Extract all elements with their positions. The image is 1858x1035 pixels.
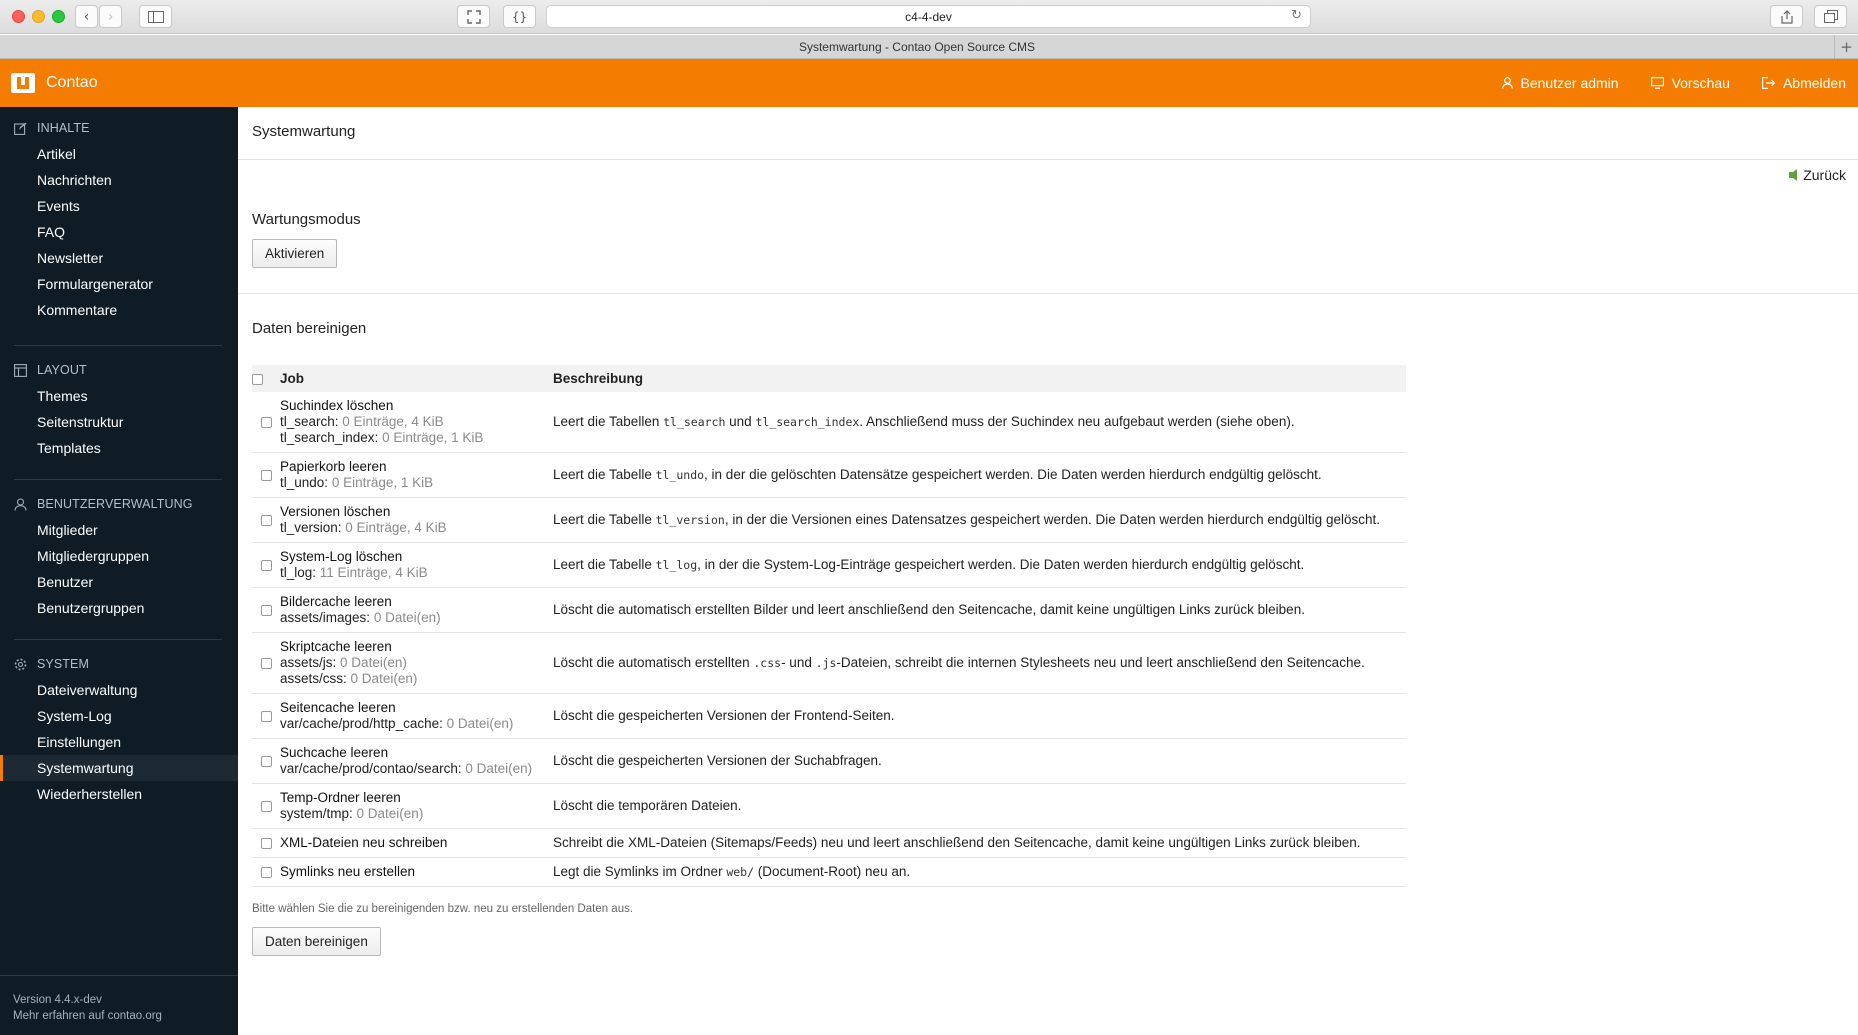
header-nav	[1502, 59, 1846, 107]
job-title[interactable]: Bildercache leeren	[280, 594, 392, 609]
job-checkbox[interactable]	[261, 867, 272, 878]
sidebar-item-dateiverwaltung[interactable]	[0, 677, 238, 703]
purge-jobs-table	[252, 365, 1406, 887]
sidebar-toggle-button[interactable]	[139, 5, 172, 28]
sidebar-item-newsletter[interactable]	[0, 245, 238, 271]
activate-maintenance-button[interactable]: Aktivieren	[252, 239, 337, 268]
code-snippet: tl_undo	[655, 468, 705, 482]
checkbox-cell	[252, 588, 280, 633]
main-content	[238, 107, 1858, 1035]
job-cell	[280, 588, 553, 633]
job-detail-value: 0 Datei(en)	[373, 610, 441, 625]
job-checkbox[interactable]	[261, 756, 272, 767]
job-title[interactable]: Skriptcache leeren	[280, 639, 392, 654]
job-description	[553, 392, 1406, 453]
description-text: Schreibt die XML-Dateien (Sitemaps/Feeds) neu und leert anschließend den Seitencache, damit keine ungültigen Links zurück bleiben.	[553, 835, 1361, 850]
job-checkbox[interactable]	[261, 801, 272, 812]
job-title[interactable]: Temp-Ordner leeren	[280, 790, 401, 805]
nav-group-label: LAYOUT	[37, 363, 87, 377]
logout-link[interactable]	[1762, 75, 1846, 91]
sidebar-divider	[14, 479, 222, 480]
table-row	[252, 588, 1406, 633]
checkbox-cell	[252, 633, 280, 694]
description-text: und	[725, 414, 756, 429]
app-header	[0, 59, 1858, 107]
code-snippet: tl_search	[663, 415, 726, 429]
sidebar-item-faq[interactable]	[0, 219, 238, 245]
version-text: Version 4.4.x-dev	[13, 994, 102, 1006]
checkbox-cell	[252, 829, 280, 858]
sidebar	[0, 107, 238, 1035]
job-detail-value: 0 Einträge, 1 KiB	[331, 475, 434, 490]
nav-group-system	[0, 651, 238, 807]
description-text: Leert die Tabellen	[553, 414, 664, 429]
job-detail	[280, 610, 553, 626]
logout-label: Abmelden	[1782, 75, 1846, 91]
job-detail-label: tl_undo:	[280, 475, 329, 490]
devtools-button[interactable]	[503, 5, 536, 28]
job-detail-label: system/tmp:	[280, 806, 353, 821]
job-description	[553, 784, 1406, 829]
sidebar-item-events[interactable]	[0, 193, 238, 219]
nav-group-layout	[0, 357, 238, 461]
checkbox-cell	[252, 784, 280, 829]
job-cell	[280, 784, 553, 829]
job-checkbox[interactable]	[261, 605, 272, 616]
page-title: Systemwartung	[252, 123, 356, 140]
contao-org-link[interactable]: Mehr erfahren auf contao.org	[13, 1010, 162, 1022]
job-title[interactable]: Suchindex löschen	[280, 398, 394, 413]
job-cell	[280, 739, 553, 784]
job-checkbox[interactable]	[261, 470, 272, 481]
back-nav-button[interactable]	[75, 5, 98, 28]
expand-icon	[467, 10, 481, 24]
user-icon	[14, 498, 27, 511]
sidebar-divider	[14, 345, 222, 346]
description-text: . Anschließend muss der Suchindex neu aufgebaut werden (siehe oben).	[859, 414, 1295, 429]
tab-title: Systemwartung - Contao Open Source CMS	[798, 39, 1036, 54]
job-description	[553, 543, 1406, 588]
job-title[interactable]: Symlinks neu erstellen	[280, 864, 416, 879]
forward-nav-button[interactable]	[99, 5, 122, 28]
sidebar-item-wiederherstellen[interactable]	[0, 781, 238, 807]
job-description	[553, 829, 1406, 858]
job-description	[553, 858, 1406, 887]
job-title[interactable]: Papierkorb leeren	[280, 459, 387, 474]
new-tab-button[interactable]	[1834, 35, 1858, 58]
code-snippet: web/	[726, 865, 755, 879]
job-detail-value: 0 Einträge, 1 KiB	[382, 430, 484, 445]
sidebar-item-label: Seitenstruktur	[37, 414, 124, 430]
table-row	[252, 392, 1406, 453]
select-all-checkbox[interactable]	[252, 374, 263, 385]
checkbox-cell	[252, 392, 280, 453]
description-text: Löscht die temporären Dateien.	[553, 798, 742, 813]
job-detail-label: tl_search:	[280, 414, 339, 429]
share-icon	[1781, 10, 1793, 24]
sidebar-divider	[14, 639, 222, 640]
chevron-right-icon: ›	[107, 8, 114, 25]
sidebar-item-label: Artikel	[37, 146, 76, 162]
job-title[interactable]: System-Log löschen	[280, 549, 403, 564]
tab-bar	[0, 35, 1858, 59]
table-row	[252, 784, 1406, 829]
code-snippet: .js	[815, 656, 837, 670]
sidebar-item-themes[interactable]	[0, 383, 238, 409]
divider	[238, 159, 1858, 160]
back-label: Zurück	[1803, 167, 1846, 183]
job-detail-label: assets/css:	[280, 671, 347, 686]
sidebar-item-seitenstruktur[interactable]	[0, 409, 238, 435]
job-description	[553, 633, 1406, 694]
job-detail	[280, 520, 553, 536]
job-title[interactable]: Seitencache leeren	[280, 700, 396, 715]
window-zoom-button[interactable]	[52, 10, 65, 23]
table-row	[252, 453, 1406, 498]
table-row	[252, 633, 1406, 694]
nav-group-inhalte	[0, 115, 238, 323]
table-header-row	[252, 365, 1406, 392]
user-menu-label: Benutzer admin	[1520, 75, 1619, 91]
job-cell	[280, 453, 553, 498]
job-description	[553, 588, 1406, 633]
code-snippet: tl_search_index	[755, 415, 860, 429]
nav-group-header[interactable]	[0, 491, 238, 517]
plus-icon: +	[1840, 37, 1853, 56]
monitor-icon	[1651, 77, 1664, 89]
job-detail	[280, 430, 553, 446]
edit-icon	[14, 122, 27, 135]
contao-logo[interactable]	[10, 71, 98, 95]
sidebar-item-label: Mitglieder	[37, 522, 98, 538]
address-bar[interactable]	[546, 5, 1311, 28]
description-text: Löscht die automatisch erstellten	[553, 655, 754, 670]
sidebar-icon	[148, 11, 164, 23]
nav-group-benutzerverwaltung	[0, 491, 238, 621]
preview-link[interactable]	[1651, 75, 1730, 91]
job-detail	[280, 565, 553, 581]
job-title[interactable]: XML-Dateien neu schreiben	[280, 835, 448, 850]
job-detail-label: assets/images:	[280, 610, 371, 625]
job-description	[553, 694, 1406, 739]
job-detail-label: var/cache/prod/http_cache:	[280, 716, 443, 731]
sidebar-item-label: Dateiverwaltung	[37, 682, 138, 698]
description-text: -Dateien, schreibt die internen Stylesheets neu und leert anschließend den Seitencache.	[836, 655, 1365, 670]
job-detail-value: 0 Einträge, 4 KiB	[345, 520, 447, 535]
description-text: Leert die Tabelle	[553, 512, 656, 527]
job-cell	[280, 858, 553, 887]
table-row	[252, 543, 1406, 588]
braces-icon: {}	[511, 9, 528, 24]
job-detail	[280, 414, 553, 430]
sidebar-item-templates[interactable]	[0, 435, 238, 461]
checkbox-cell	[252, 543, 280, 588]
sidebar-item-label: Wiederherstellen	[37, 786, 143, 802]
sidebar-item-label: Systemwartung	[37, 760, 134, 776]
user-menu-link[interactable]	[1502, 75, 1619, 91]
nav-group-header[interactable]	[0, 651, 238, 677]
sidebar-item-label: Newsletter	[37, 250, 104, 266]
sidebar-item-label: Kommentare	[37, 302, 118, 318]
code-snippet: .css	[753, 656, 782, 670]
description-text: , in der die System-Log-Einträge gespeichert werden. Die Daten werden hierdurch endgültig gelöscht.	[697, 557, 1305, 572]
sidebar-item-label: Benutzer	[37, 574, 94, 590]
checkbox-cell	[252, 694, 280, 739]
description-text: , in der die gelöschten Datensätze gespeichert werden. Die Daten werden hierdurch endgültig gelöscht.	[704, 467, 1322, 482]
sidebar-item-einstellungen[interactable]	[0, 729, 238, 755]
code-snippet: tl_log	[655, 558, 698, 572]
layout-icon	[14, 364, 27, 377]
description-text: Legt die Symlinks im Ordner	[553, 864, 727, 879]
sidebar-item-formulargenerator[interactable]	[0, 271, 238, 297]
browser-toolbar	[0, 0, 1858, 34]
checkbox-cell	[252, 453, 280, 498]
nav-group-label: INHALTE	[37, 121, 90, 135]
maintenance-mode-heading: Wartungsmodus	[252, 211, 361, 228]
sidebar-item-label: Themes	[37, 388, 88, 404]
job-checkbox[interactable]	[261, 515, 272, 526]
sidebar-item-artikel[interactable]	[0, 141, 238, 167]
job-title[interactable]: Suchcache leeren	[280, 745, 389, 760]
browser-tab[interactable]	[0, 35, 1834, 58]
job-cell	[280, 498, 553, 543]
checkbox-cell	[252, 498, 280, 543]
sidebar-item-benutzergruppen[interactable]	[0, 595, 238, 621]
divider	[238, 293, 1858, 294]
table-row	[252, 498, 1406, 543]
description-text: Leert die Tabelle	[553, 467, 656, 482]
nav-group-label: SYSTEM	[37, 657, 89, 671]
job-cell	[280, 829, 553, 858]
description-column-header: Beschreibung	[553, 365, 1406, 392]
job-cell	[280, 633, 553, 694]
code-snippet: tl_version	[655, 513, 725, 527]
checkbox-cell	[252, 739, 280, 784]
share-button[interactable]	[1770, 5, 1803, 28]
job-detail-label: assets/js:	[280, 655, 337, 670]
sidebar-item-label: Mitgliedergruppen	[37, 548, 150, 564]
job-detail-label: tl_search_index:	[280, 430, 379, 445]
sidebar-footer	[0, 975, 238, 1035]
purge-data-heading: Daten bereinigen	[252, 320, 367, 337]
sidebar-item-label: Templates	[37, 440, 101, 456]
table-row	[252, 739, 1406, 784]
job-detail-value: 0 Datei(en)	[350, 671, 418, 686]
job-detail	[280, 671, 553, 687]
sidebar-item-label: Events	[37, 198, 80, 214]
table-row	[252, 858, 1406, 887]
job-detail-value: 0 Datei(en)	[465, 761, 533, 776]
description-text: Löscht die gespeicherten Versionen der Frontend-Seiten.	[553, 708, 895, 723]
preview-label: Vorschau	[1671, 75, 1730, 91]
reload-icon[interactable]: ↻	[1291, 8, 1302, 23]
sidebar-item-label: System-Log	[37, 708, 112, 724]
user-icon	[1502, 77, 1513, 89]
job-checkbox[interactable]	[261, 560, 272, 571]
purge-hint: Bitte wählen Sie die zu bereinigenden bzw. neu zu erstellenden Daten aus.	[252, 903, 634, 915]
sidebar-item-label: Einstellungen	[37, 734, 122, 750]
sidebar-item-label: FAQ	[37, 224, 66, 240]
job-detail-value: 11 Einträge, 4 KiB	[319, 565, 428, 580]
job-checkbox[interactable]	[261, 838, 272, 849]
job-description	[553, 739, 1406, 784]
window-close-button[interactable]	[12, 10, 25, 23]
job-detail	[280, 761, 553, 777]
job-description	[553, 498, 1406, 543]
job-detail-value: 0 Datei(en)	[356, 806, 424, 821]
description-text: Leert die Tabelle	[553, 557, 656, 572]
job-title[interactable]: Versionen löschen	[280, 504, 391, 519]
chevron-left-icon: ‹	[83, 8, 90, 25]
sidebar-item-mitgliedergruppen[interactable]	[0, 543, 238, 569]
nav-group-label: BENUTZERVERWALTUNG	[37, 497, 193, 511]
checkbox-cell	[252, 858, 280, 887]
sidebar-item-label: Benutzergruppen	[37, 600, 145, 616]
brand-name: Contao	[46, 74, 98, 91]
job-detail-value: 0 Datei(en)	[340, 655, 407, 670]
job-checkbox[interactable]	[261, 417, 272, 428]
description-text: Löscht die gespeicherten Versionen der Suchabfragen.	[553, 753, 882, 768]
nav-group-header[interactable]	[0, 115, 238, 141]
job-cell	[280, 392, 553, 453]
table-row	[252, 694, 1406, 739]
job-checkbox[interactable]	[261, 711, 272, 722]
job-detail-label: var/cache/prod/contao/search:	[280, 761, 462, 776]
purge-data-button[interactable]: Daten bereinigen	[252, 927, 381, 956]
tabs-icon	[1824, 10, 1838, 23]
sidebar-item-system-log[interactable]	[0, 703, 238, 729]
url-text: c4-4-dev	[905, 9, 952, 24]
job-detail	[280, 716, 553, 732]
back-link[interactable]	[1789, 167, 1846, 183]
job-column-header: Job	[280, 365, 553, 392]
job-detail	[280, 655, 553, 671]
sidebar-item-label: Nachrichten	[37, 172, 112, 188]
job-cell	[280, 543, 553, 588]
sidebar-item-mitglieder[interactable]	[0, 517, 238, 543]
description-text: Löscht die automatisch erstellten Bilder und leert anschließend den Seitencache, damit keine ungültigen Links zurück bleiben.	[553, 602, 1305, 617]
fullscreen-button[interactable]	[457, 5, 490, 28]
table-row	[252, 829, 1406, 858]
job-detail-value: 0 Einträge, 4 KiB	[342, 414, 444, 429]
job-description	[553, 453, 1406, 498]
description-text: , in der die Versionen eines Datensatzes gespeichert werden. Die Daten werden hierdurch endgültig gelöscht.	[724, 512, 1380, 527]
job-detail	[280, 806, 553, 822]
back-arrow-icon	[1789, 169, 1797, 181]
job-detail-label: tl_version:	[280, 520, 342, 535]
select-all-cell	[252, 365, 280, 392]
gear-icon	[14, 658, 27, 671]
description-text: - und	[781, 655, 816, 670]
sidebar-item-benutzer[interactable]	[0, 569, 238, 595]
job-checkbox[interactable]	[261, 658, 272, 669]
sidebar-item-kommentare[interactable]	[0, 297, 238, 323]
contao-logo-icon	[10, 71, 36, 95]
job-cell	[280, 694, 553, 739]
sidebar-item-nachrichten[interactable]	[0, 167, 238, 193]
nav-group-header[interactable]	[0, 357, 238, 383]
tabs-overview-button[interactable]	[1814, 5, 1847, 28]
job-detail-value: 0 Datei(en)	[446, 716, 514, 731]
job-detail-label: tl_log:	[280, 565, 317, 580]
sidebar-item-systemwartung[interactable]	[0, 755, 238, 781]
description-text: (Document-Root) neu an.	[754, 864, 911, 879]
logout-icon	[1762, 77, 1775, 89]
window-minimize-button[interactable]	[32, 10, 45, 23]
sidebar-item-label: Formulargenerator	[37, 276, 153, 292]
job-detail	[280, 475, 553, 491]
